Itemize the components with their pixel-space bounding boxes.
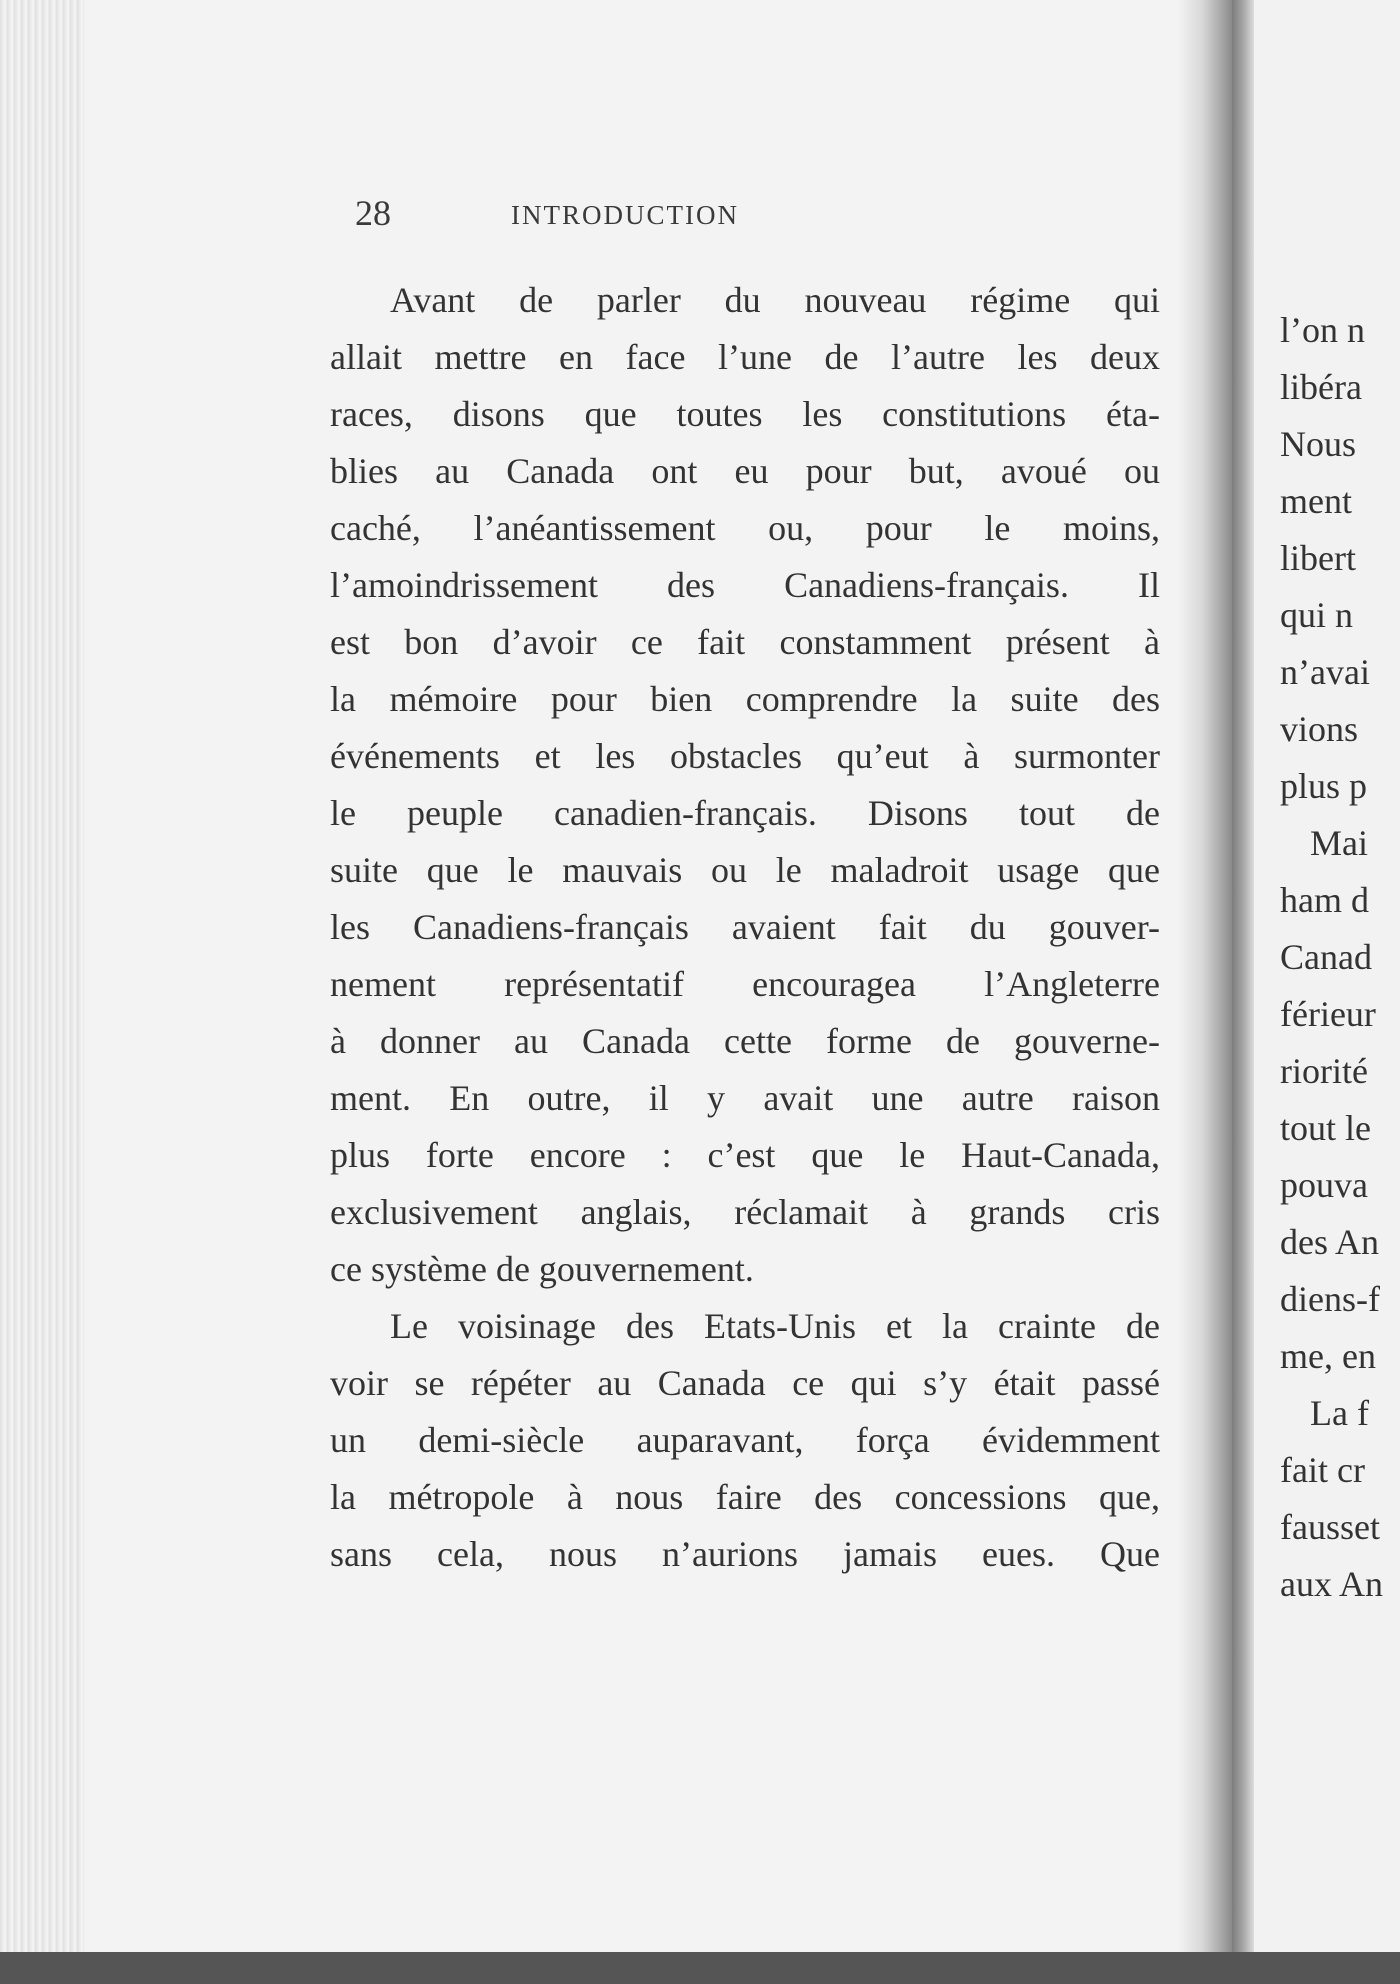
- text-line: un demi-siècle auparavant, força évidemment: [330, 1420, 1160, 1460]
- text-line: suite que le mauvais ou le maladroit usage que: [330, 850, 1160, 890]
- text-line: à donner au Canada cette forme de gouverne-: [330, 1021, 1160, 1061]
- text-line: ce système de gouvernement.: [330, 1249, 754, 1289]
- page-edge: [0, 0, 84, 1952]
- text-line: caché, l’anéantissement ou, pour le moins,: [330, 508, 1160, 548]
- right-page-spine: [1232, 0, 1254, 1952]
- text-line: les Canadiens-français avaient fait du gouver-: [330, 907, 1160, 947]
- text-line: ment: [1280, 481, 1352, 521]
- text-line: est bon d’avoir ce fait constamment présent à: [330, 622, 1160, 662]
- text-line: voir se répéter au Canada ce qui s’y était passé: [330, 1363, 1160, 1403]
- text-line: Avant de parler du nouveau régime qui: [390, 280, 1160, 320]
- text-line: fausset: [1280, 1507, 1380, 1547]
- text-line: Nous: [1280, 424, 1357, 464]
- text-line: diens-f: [1280, 1279, 1380, 1319]
- text-line: exclusivement anglais, réclamait à grands cris: [330, 1192, 1160, 1232]
- text-line: férieur: [1280, 994, 1376, 1034]
- text-line: sans cela, nous n’aurions jamais eues. Que: [330, 1534, 1160, 1574]
- text-line: l’amoindrissement des Canadiens-français. Il: [330, 565, 1160, 605]
- text-line: Le voisinage des Etats-Unis et la crainte de: [390, 1306, 1160, 1346]
- text-line: riorité: [1280, 1051, 1368, 1091]
- text-line: pouva: [1280, 1165, 1368, 1205]
- text-line: des An: [1280, 1222, 1379, 1262]
- text-line: vions: [1280, 709, 1359, 749]
- text-line: races, disons que toutes les constitutions éta-: [330, 394, 1160, 434]
- running-head-title: INTRODUCTION: [511, 200, 739, 230]
- text-line: libert: [1280, 538, 1356, 578]
- text-line: aux An: [1280, 1564, 1383, 1604]
- page-number: 28: [355, 193, 391, 233]
- text-line: me, en: [1280, 1336, 1376, 1376]
- text-line: blies au Canada ont eu pour but, avoué ou: [330, 451, 1160, 491]
- running-head: [355, 192, 895, 242]
- gutter-shadow: [1178, 0, 1232, 1952]
- text-line: ham d: [1280, 880, 1369, 920]
- text-line: l’on n: [1280, 310, 1365, 350]
- text-line: plus forte encore : c’est que le Haut-Canada,: [330, 1135, 1160, 1175]
- text-line: Canad: [1280, 937, 1372, 977]
- text-line: la métropole à nous faire des concessions que,: [330, 1477, 1160, 1517]
- text-line: le peuple canadien-français. Disons tout de: [330, 793, 1160, 833]
- text-line: libéra: [1280, 367, 1362, 407]
- right-page-body: [1280, 302, 1400, 1613]
- left-page-body: [330, 272, 1160, 1583]
- text-line: ment. En outre, il y avait une autre raison: [330, 1078, 1160, 1118]
- text-line: plus p: [1280, 766, 1368, 806]
- text-line: la mémoire pour bien comprendre la suite des: [330, 679, 1160, 719]
- text-line: fait cr: [1280, 1450, 1365, 1490]
- text-line: n’avai: [1280, 652, 1370, 692]
- text-line: événements et les obstacles qu’eut à surmonter: [330, 736, 1160, 776]
- text-line: Mai: [1310, 823, 1368, 863]
- scan-bottom-strip: [0, 1952, 1400, 1984]
- text-line: nement représentatif encouragea l’Angleterre: [330, 964, 1160, 1004]
- text-line: allait mettre en face l’une de l’autre les deux: [330, 337, 1160, 377]
- text-line: tout le: [1280, 1108, 1371, 1148]
- text-line: La f: [1310, 1393, 1369, 1433]
- text-line: qui n: [1280, 595, 1354, 635]
